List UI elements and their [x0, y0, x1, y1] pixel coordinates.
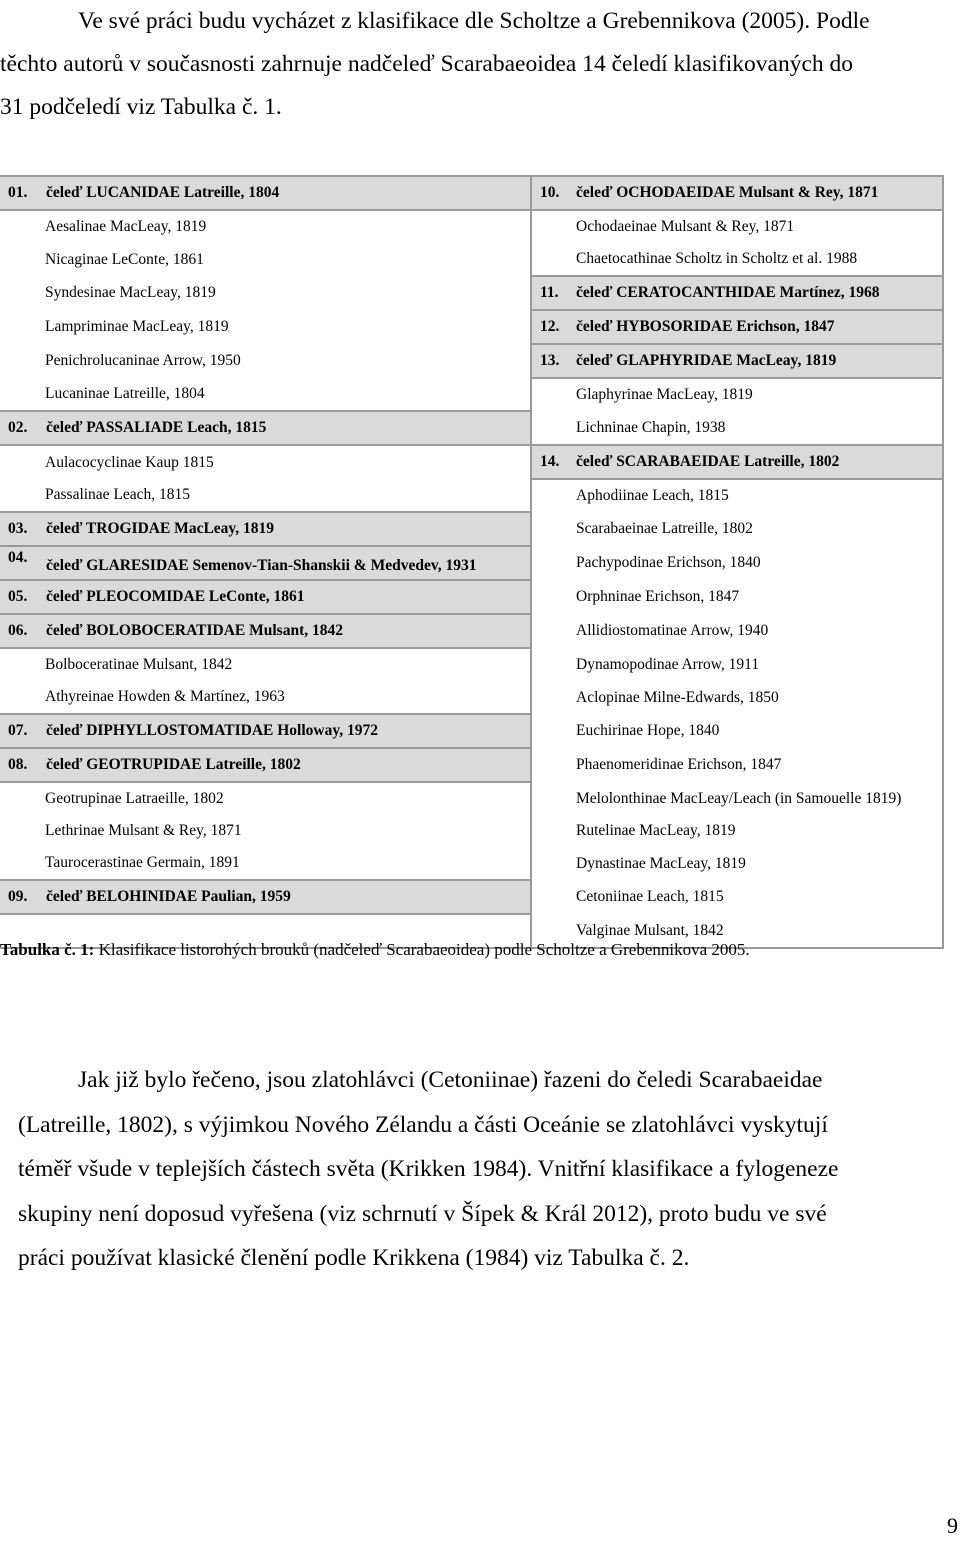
- table-row: [0, 176, 943, 210]
- subfamily-cell: Bolboceratinae Mulsant, 1842: [0, 648, 531, 681]
- table-row: [0, 614, 943, 648]
- paragraph-line: (Latreille, 1802), s výjimkou Nového Zélandu a části Oceánie se zlatohlávci vyskytují: [18, 1111, 828, 1138]
- family-number: 08.: [8, 756, 28, 773]
- subfamily-cell: Phaenomeridinae Erichson, 1847: [531, 748, 943, 782]
- table-row: [0, 580, 943, 614]
- family-name: čeleď HYBOSORIDAE Erichson, 1847: [576, 318, 835, 335]
- family-number: 06.: [8, 622, 28, 639]
- subfamily-cell: Taurocerastinae Germain, 1891: [0, 847, 531, 880]
- family-number: 09.: [8, 888, 28, 905]
- family-name: čeleď CERATOCANTHIDAE Martínez, 1968: [576, 284, 880, 301]
- table-row: [0, 310, 943, 344]
- table-row: [0, 378, 943, 411]
- intro-line: těchto autorů v současnosti zahrnuje nadčeleď Scarabaeoidea 14 čeledí klasifikovaných do: [0, 51, 854, 77]
- table-row: [0, 344, 943, 378]
- family-name: čeleď PLEOCOMIDAE LeConte, 1861: [46, 588, 305, 605]
- family-number: 11.: [540, 284, 559, 301]
- table-row: [0, 445, 943, 479]
- subfamily-cell: Syndesinae MacLeay, 1819: [0, 276, 531, 310]
- family-name: čeleď TROGIDAE MacLeay, 1819: [46, 520, 275, 537]
- table-row: [0, 411, 943, 445]
- table-caption: [0, 940, 960, 960]
- subfamily-cell: Melolonthinae MacLeay/Leach (in Samouelle 1819): [531, 782, 943, 815]
- table-row: [0, 210, 943, 243]
- subfamily-cell: Athyreinae Howden & Martínez, 1963: [0, 681, 531, 714]
- family-name: čeleď OCHODAEIDAE Mulsant & Rey, 1871: [576, 184, 879, 201]
- table-row: [0, 479, 943, 512]
- subfamily-cell: Allidiostomatinae Arrow, 1940: [531, 614, 943, 648]
- table-row: [0, 243, 943, 276]
- family-name: čeleď GLAPHYRIDAE MacLeay, 1819: [576, 352, 837, 369]
- paragraph-line: skupiny není doposud vyřešena (viz schrnutí v Šípek & Král 2012), proto budu ve své: [18, 1200, 827, 1227]
- family-number: 10.: [540, 184, 560, 201]
- family-cell: [531, 176, 943, 210]
- family-cell: [531, 445, 943, 479]
- subfamily-cell: Euchirinae Hope, 1840: [531, 714, 943, 748]
- subfamily-cell: Dynamopodinae Arrow, 1911: [531, 648, 943, 681]
- subfamily-cell: Pachypodinae Erichson, 1840: [531, 546, 943, 580]
- subfamily-cell: Aesalinae MacLeay, 1819: [0, 210, 531, 243]
- family-cell: [0, 748, 531, 782]
- subfamily-cell: Chaetocathinae Scholtz in Scholtz et al. 1988: [531, 243, 943, 276]
- family-cell: [0, 580, 531, 614]
- table-row: [0, 714, 943, 748]
- family-name: čeleď GEOTRUPIDAE Latreille, 1802: [46, 756, 301, 773]
- family-name: čeleď LUCANIDAE Latreille, 1804: [46, 184, 280, 201]
- table-row: [0, 847, 943, 880]
- page-number: 9: [947, 1513, 958, 1538]
- subfamily-cell: Nicaginae LeConte, 1861: [0, 243, 531, 276]
- intro-line: 31 podčeledí viz Tabulka č. 1.: [0, 94, 282, 120]
- family-number: 03.: [8, 520, 28, 537]
- subfamily-cell: Aclopinae Milne-Edwards, 1850: [531, 681, 943, 714]
- family-cell: [531, 276, 943, 310]
- family-cell: [0, 546, 531, 580]
- family-name: čeleď BOLOBOCERATIDAE Mulsant, 1842: [46, 622, 343, 639]
- subfamily-cell: Lethrinae Mulsant & Rey, 1871: [0, 815, 531, 847]
- subfamily-cell: Aphodiinae Leach, 1815: [531, 479, 943, 512]
- subfamily-cell: Rutelinae MacLeay, 1819: [531, 815, 943, 847]
- subfamily-cell: Orphninae Erichson, 1847: [531, 580, 943, 614]
- family-cell: [531, 344, 943, 378]
- family-name: čeleď DIPHYLLOSTOMATIDAE Holloway, 1972: [46, 722, 379, 739]
- body-paragraph: [18, 1058, 948, 1281]
- family-number: 07.: [8, 722, 28, 739]
- paragraph-line: práci používat klasické členění podle Krikkena (1984) viz Tabulka č. 2.: [18, 1245, 690, 1271]
- subfamily-cell: Geotrupinae Latraeille, 1802: [0, 782, 531, 815]
- paragraph-line: Jak již bylo řečeno, jsou zlatohlávci (Cetoniinae) řazeni do čeledi Scarabaeidae: [78, 1067, 823, 1093]
- table-row: [0, 276, 943, 310]
- table-row: [0, 880, 943, 914]
- classification-table-body: [0, 176, 943, 948]
- subfamily-cell: Cetoniinae Leach, 1815: [531, 880, 943, 914]
- table-row: [0, 512, 943, 546]
- subfamily-cell: Passalinae Leach, 1815: [0, 479, 531, 512]
- caption-label: Tabulka č. 1:: [0, 940, 95, 959]
- subfamily-cell: Lichninae Chapin, 1938: [531, 411, 943, 445]
- subfamily-cell: Ochodaeinae Mulsant & Rey, 1871: [531, 210, 943, 243]
- table-row: [0, 815, 943, 847]
- subfamily-cell: Scarabaeinae Latreille, 1802: [531, 512, 943, 546]
- subfamily-cell: Penichrolucaninae Arrow, 1950: [0, 344, 531, 378]
- family-cell: [0, 614, 531, 648]
- classification-table: [0, 175, 944, 949]
- paragraph-line: téměř všude v teplejších částech světa (Krikken 1984). Vnitřní klasifikace a fylogeneze: [18, 1156, 839, 1182]
- intro-line: Ve své práci budu vycházet z klasifikace dle Scholtze a Grebennikova (2005). Podle: [78, 8, 870, 34]
- family-cell: [0, 512, 531, 546]
- subfamily-cell: Glaphyrinae MacLeay, 1819: [531, 378, 943, 411]
- table-row: [0, 748, 943, 782]
- family-number: 13.: [540, 352, 560, 369]
- family-cell: [0, 714, 531, 748]
- family-cell: [0, 880, 531, 914]
- intro-paragraph: [0, 0, 960, 129]
- table-row: [0, 782, 943, 815]
- subfamily-cell: Dynastinae MacLeay, 1819: [531, 847, 943, 880]
- family-cell: [0, 411, 531, 445]
- family-name: čeleď BELOHINIDAE Paulian, 1959: [46, 888, 291, 905]
- table-row: [0, 648, 943, 681]
- family-number: 14.: [540, 453, 560, 470]
- family-cell: [531, 310, 943, 344]
- family-number: 01.: [8, 184, 28, 201]
- family-name: čeleď GLARESIDAE Semenov-Tian-Shanskii & Medvedev, 1931: [46, 557, 477, 574]
- subfamily-cell: Valginae Mulsant, 1842: [531, 914, 943, 948]
- family-number: 05.: [8, 588, 28, 605]
- caption-text: Klasifikace listorohých brouků (nadčeleď Scarabaeoidea) podle Scholtze a Grebennikova 2005.: [94, 940, 750, 959]
- table-row: [0, 681, 943, 714]
- family-number: 12.: [540, 318, 560, 335]
- family-cell: [0, 176, 531, 210]
- family-name: čeleď PASSALIADE Leach, 1815: [46, 419, 267, 436]
- family-name: čeleď SCARABAEIDAE Latreille, 1802: [576, 453, 840, 470]
- subfamily-cell: Aulacocyclinae Kaup 1815: [0, 445, 531, 479]
- family-number: 02.: [8, 419, 28, 436]
- table-row: [0, 546, 943, 580]
- subfamily-cell: Lucaninae Latreille, 1804: [0, 378, 531, 411]
- subfamily-cell: Lampriminae MacLeay, 1819: [0, 310, 531, 344]
- family-number: 04.: [8, 549, 28, 566]
